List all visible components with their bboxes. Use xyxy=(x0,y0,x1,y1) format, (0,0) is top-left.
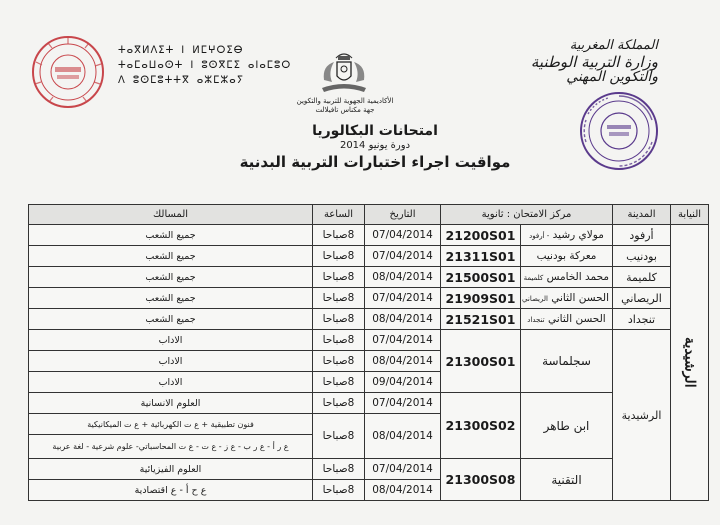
time-cell: 8صباحا xyxy=(313,414,365,459)
center-note: - أرفود xyxy=(529,232,550,240)
date-cell: 08/04/2014 xyxy=(365,351,441,372)
center-cell: سجلماسة xyxy=(521,330,613,393)
center-name: الحسن الثاني xyxy=(551,292,609,304)
time-cell: 8صباحا xyxy=(313,267,365,288)
ministry-header-tifinagh xyxy=(118,43,308,88)
col-tracks: المسالك xyxy=(29,205,313,225)
code-cell: 21300S01 xyxy=(441,330,521,393)
red-office-stamp xyxy=(30,34,106,110)
track-cell: ع ر أ - ع ر ب - ع ز - ع ت - ع ت المحاسباتي- علوم شرعية - لغة عربية xyxy=(29,435,313,459)
track-cell: جميع الشعب xyxy=(29,246,313,267)
kingdom-line: المملكة المغربية xyxy=(569,38,658,53)
center-cell: ابن طاهر xyxy=(521,393,613,459)
document-titles xyxy=(230,122,520,172)
schedule-table xyxy=(28,204,709,501)
date-cell: 07/04/2014 xyxy=(365,393,441,414)
time-cell: 8صباحا xyxy=(313,309,365,330)
academy-caption xyxy=(275,97,415,115)
table-header-row xyxy=(29,205,709,225)
academy-line-2: جهة مكناس تافيلالت xyxy=(315,106,375,114)
col-time: الساعة xyxy=(313,205,365,225)
track-cell: الاداب xyxy=(29,372,313,393)
center-name: معركة بودنيب xyxy=(536,250,597,262)
table-row xyxy=(29,225,709,246)
center-name: محمد الخامس xyxy=(546,271,609,283)
training-line: والتكوين المهني xyxy=(566,69,658,85)
time-cell: 8صباحا xyxy=(313,351,365,372)
city-cell: كلميمة xyxy=(613,267,671,288)
track-cell: جميع الشعب xyxy=(29,288,313,309)
date-cell: 07/04/2014 xyxy=(365,459,441,480)
center-note: الريصاني xyxy=(522,295,548,303)
purple-academy-stamp xyxy=(578,90,660,172)
code-cell: 21300S08 xyxy=(441,459,521,501)
time-cell: 8صباحا xyxy=(313,459,365,480)
date-cell: 07/04/2014 xyxy=(365,330,441,351)
track-cell: جميع الشعب xyxy=(29,225,313,246)
date-cell: 08/04/2014 xyxy=(365,480,441,501)
table-row xyxy=(29,459,709,480)
city-cell: الرشيدية xyxy=(613,330,671,501)
col-city: المدينة xyxy=(613,205,671,225)
table-row xyxy=(29,393,709,414)
tifinagh-line-2: ⵜⴰⵎⴰⵡⴰⵙⵜ ⵏ ⵓⵙⴳⵎⵉ ⴰⵏⴰⵎⵓⵔ xyxy=(118,60,292,71)
col-center: مركز الامتحان : ثانوية xyxy=(441,205,613,225)
time-cell: 8صباحا xyxy=(313,288,365,309)
code-cell: 21521S01 xyxy=(441,309,521,330)
table-row xyxy=(29,288,709,309)
code-cell: 21909S01 xyxy=(441,288,521,309)
center-cell xyxy=(521,309,613,330)
tifinagh-line-3: ⴷ ⵓⵙⵎⵓⵜⵜⴳ ⴰⵣⵎⵣⴰⵢ xyxy=(118,75,245,86)
code-cell: 21311S01 xyxy=(441,246,521,267)
date-cell: 08/04/2014 xyxy=(365,309,441,330)
center-cell xyxy=(521,288,613,309)
track-cell: الاداب xyxy=(29,330,313,351)
academy-line-1: الأكاديمية الجهوية للتربية والتكوين xyxy=(296,97,394,105)
schedule-title: مواقيت اجراء اختبارات التربية البدنية xyxy=(239,153,511,171)
exam-session: دورة يونيو 2014 xyxy=(339,140,411,151)
date-cell: 07/04/2014 xyxy=(365,288,441,309)
track-cell: العلوم الفيزيائية xyxy=(29,459,313,480)
track-cell: فنون تطبيقية + ع ت الكهربائية + ع ت الميكانيكية xyxy=(29,414,313,435)
date-cell: 08/04/2014 xyxy=(365,414,441,459)
city-cell: بودنيب xyxy=(613,246,671,267)
time-cell: 8صباحا xyxy=(313,480,365,501)
ministry-line: وزارة التربية الوطنية xyxy=(530,53,658,71)
table-row xyxy=(29,246,709,267)
track-cell: ع ح أ - ع اقتصادية xyxy=(29,480,313,501)
tifinagh-line-1: ⵜⴰⴳⵍⴷⵉⵜ ⵏ ⵍⵎⵖⵔⵉⴱ xyxy=(118,45,244,56)
code-cell: 21200S01 xyxy=(441,225,521,246)
time-cell: 8صباحا xyxy=(313,225,365,246)
center-cell xyxy=(521,267,613,288)
track-cell: العلوم الانسانية xyxy=(29,393,313,414)
col-province: النيابة xyxy=(671,205,709,225)
col-date: التاريخ xyxy=(365,205,441,225)
ministry-header-arabic xyxy=(508,38,658,84)
date-cell: 09/04/2014 xyxy=(365,372,441,393)
time-cell: 8صباحا xyxy=(313,330,365,351)
coat-of-arms-icon xyxy=(318,50,370,96)
track-cell: الاداب xyxy=(29,351,313,372)
table-row xyxy=(29,330,709,351)
exam-title: امتحانات البكالوريا xyxy=(312,123,438,139)
province-cell: الرشيدية xyxy=(671,225,709,501)
time-cell: 8صباحا xyxy=(313,393,365,414)
center-cell xyxy=(521,246,613,267)
code-cell: 21500S01 xyxy=(441,267,521,288)
track-cell: جميع الشعب xyxy=(29,309,313,330)
table-row xyxy=(29,267,709,288)
city-cell: الريصاني xyxy=(613,288,671,309)
table-row xyxy=(29,309,709,330)
date-cell: 08/04/2014 xyxy=(365,267,441,288)
center-cell: التقنية xyxy=(521,459,613,501)
date-cell: 07/04/2014 xyxy=(365,246,441,267)
center-name: مولاي رشيد xyxy=(552,229,604,241)
center-name: الحسن الثاني xyxy=(547,313,606,325)
center-cell xyxy=(521,225,613,246)
center-note: كلميمة xyxy=(523,274,544,282)
time-cell: 8صباحا xyxy=(313,246,365,267)
track-cell: جميع الشعب xyxy=(29,267,313,288)
time-cell: 8صباحا xyxy=(313,372,365,393)
date-cell: 07/04/2014 xyxy=(365,225,441,246)
city-cell: تنجداد xyxy=(613,309,671,330)
center-note: تنجداد xyxy=(527,316,545,324)
code-cell: 21300S02 xyxy=(441,393,521,459)
city-cell: أرفود xyxy=(613,225,671,246)
